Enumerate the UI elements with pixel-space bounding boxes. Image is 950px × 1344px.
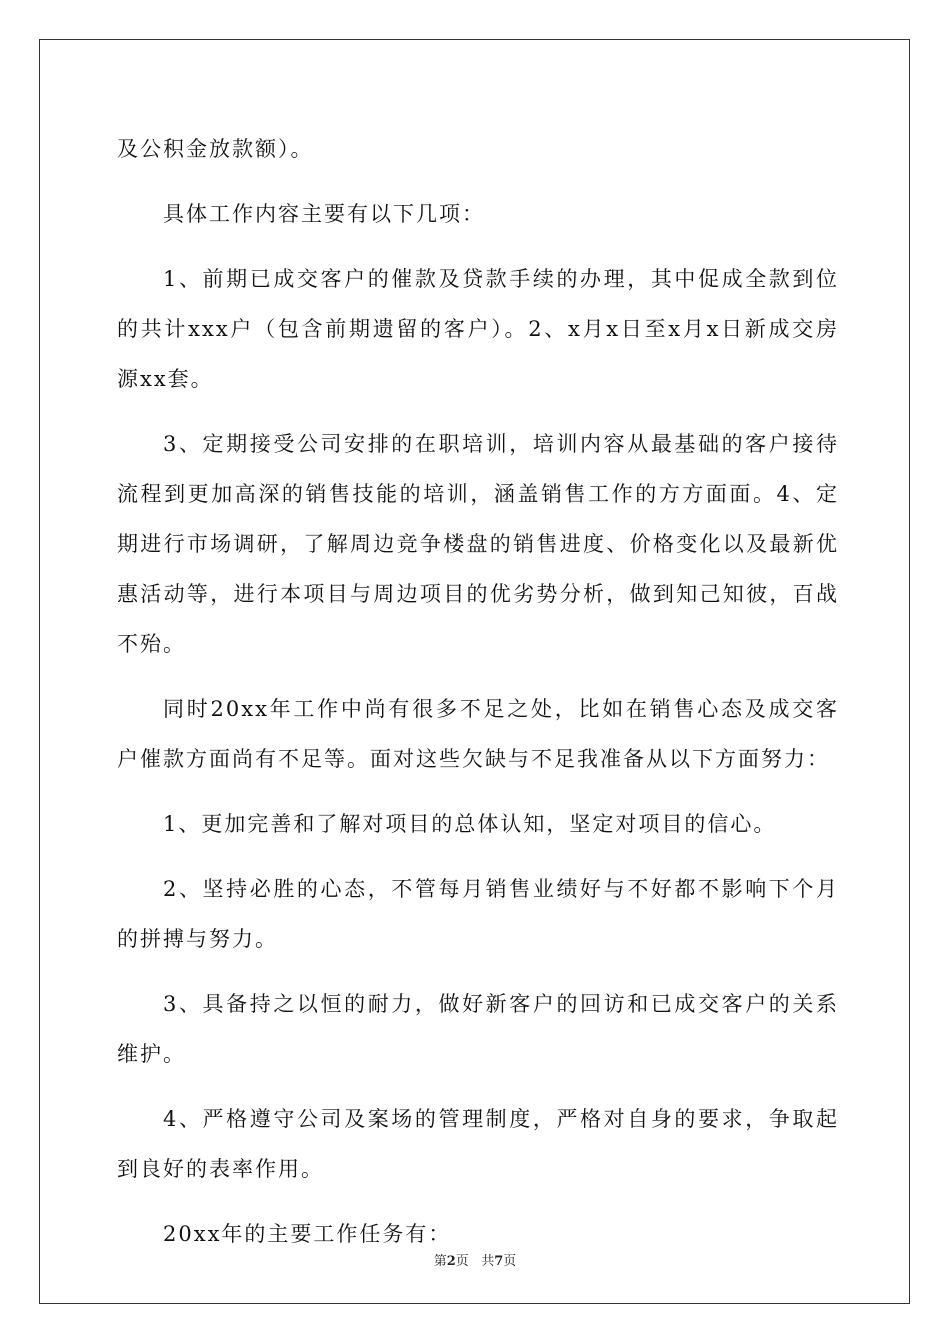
page-prefix: 第 <box>433 1254 447 1269</box>
document-body <box>117 124 839 1274</box>
paragraph: 3、定期接受公司安排的在职培训，培训内容从最基础的客户接待流程到更加高深的销售技能的培训，涵盖销售工作的方方面面。4、定期进行市场调研，了解周边竞争楼盘的销售进度、价格变化以及最新优惠活动等，进行本项目与周边项目的优劣势分析，做到知己知彼，百战不殆。 <box>117 432 839 656</box>
paragraph: 2、坚持必胜的心态，不管每月销售业绩好与不好都不影响下个月的拼搏与努力。 <box>117 877 839 951</box>
page-suffix: 页 <box>455 1254 469 1269</box>
paragraph: 同时20xx年工作中尚有很多不足之处，比如在销售心态及成交客户催款方面尚有不足等。面对这些欠缺与不足我准备从以下方面努力： <box>117 697 839 771</box>
paragraph: 3、具备持之以恒的耐力，做好新客户的回访和已成交客户的关系维护。 <box>117 992 839 1066</box>
paragraph: 及公积金放款额）。 <box>117 137 314 161</box>
paragraph: 1、更加完善和了解对项目的总体认知，坚定对项目的信心。 <box>163 812 777 836</box>
total-page-number: 7 <box>494 1254 504 1269</box>
page-footer <box>0 1250 950 1269</box>
paragraph: 4、严格遵守公司及案场的管理制度，严格对自身的要求，争取起到良好的表率作用。 <box>117 1107 839 1181</box>
paragraph: 1、前期已成交客户的催款及贷款手续的办理，其中促成全款到位的共计xxx户（包含前期遗留的客户）。2、x月x日至x月x日新成交房源xx套。 <box>117 267 839 391</box>
total-prefix: 共 <box>481 1254 495 1269</box>
total-suffix: 页 <box>503 1254 517 1269</box>
current-page-number: 2 <box>446 1254 456 1269</box>
paragraph: 具体工作内容主要有以下几项： <box>163 202 485 226</box>
paragraph: 20xx年的主要工作任务有： <box>163 1222 452 1246</box>
